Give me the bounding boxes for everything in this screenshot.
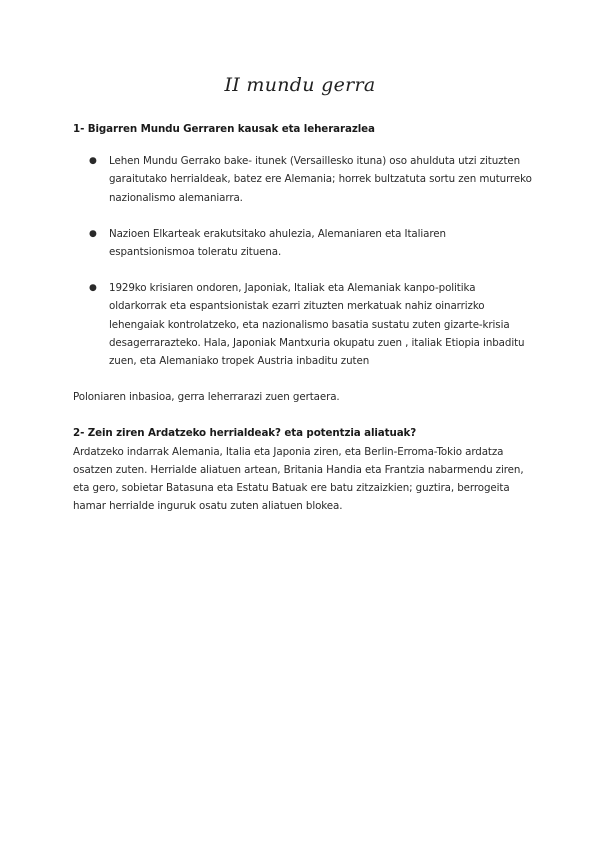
list-item-text: Nazioen Elkarteak erakutsitako ahulezia, Alemaniaren eta Italiaren espantsionismoa toleratu zituena. [109, 227, 446, 259]
section-2-heading: 2- Zein ziren Ardatzeko herrialdeak? eta potentzia aliatuak? [73, 427, 417, 440]
list-item [73, 152, 533, 207]
alliances-paragraph: Ardatzeko indarrak Alemania, Italia eta Japonia ziren, eta Berlin-Erroma-Tokio ardatza osatzen zuten. Herrialde aliatuen artean, Britania Handia eta Frantzia nabarmendu ziren, eta gero, sobietar Batasuna eta Estatu Batuak ere batu zitzaizkien; guztira, berrogeita hamar herrialde inguruk osatu zuten aliatuen blokea. [73, 445, 524, 513]
list-item-text: 1929ko krisiaren ondoren, Japoniak, Italiak eta Alemaniak kanpo-politika oldarkorrak eta espantsionistak ezarri zituzten merkatuak nahiz oinarrizko lehengaiak kontrolatzeko, eta nazionalismo basatia sustatu zuten gizarte-krisia desagerrarazteko. Hala, Japoniak Mantxuria okupatu zuen , italiak Etiopia inbaditu zuen, eta Alemaniako tropek Austria inbaditu zuten [109, 282, 525, 368]
trigger-paragraph: Poloniaren inbasioa, gerra leherrarazi zuen gertaera. [73, 391, 340, 404]
bullet-icon: ● [89, 156, 97, 167]
document-body [73, 120, 533, 515]
list-item [73, 225, 533, 261]
section-1-heading: 1- Bigarren Mundu Gerraren kausak eta leherarazlea [73, 123, 375, 135]
bullet-icon: ● [89, 228, 97, 239]
list-item-text: Lehen Mundu Gerrako bake- itunek (Versaillesko ituna) oso ahulduta utzi zituzten garaitutako herrialdeak, batez ere Alemania; horrek bultzatuta sortu zen muturreko nazionalismo alemaniarra. [109, 155, 532, 204]
bullet-icon: ● [89, 283, 97, 294]
causes-list [73, 152, 533, 370]
list-item [73, 279, 533, 370]
page-title: II mundu gerra [224, 74, 376, 96]
